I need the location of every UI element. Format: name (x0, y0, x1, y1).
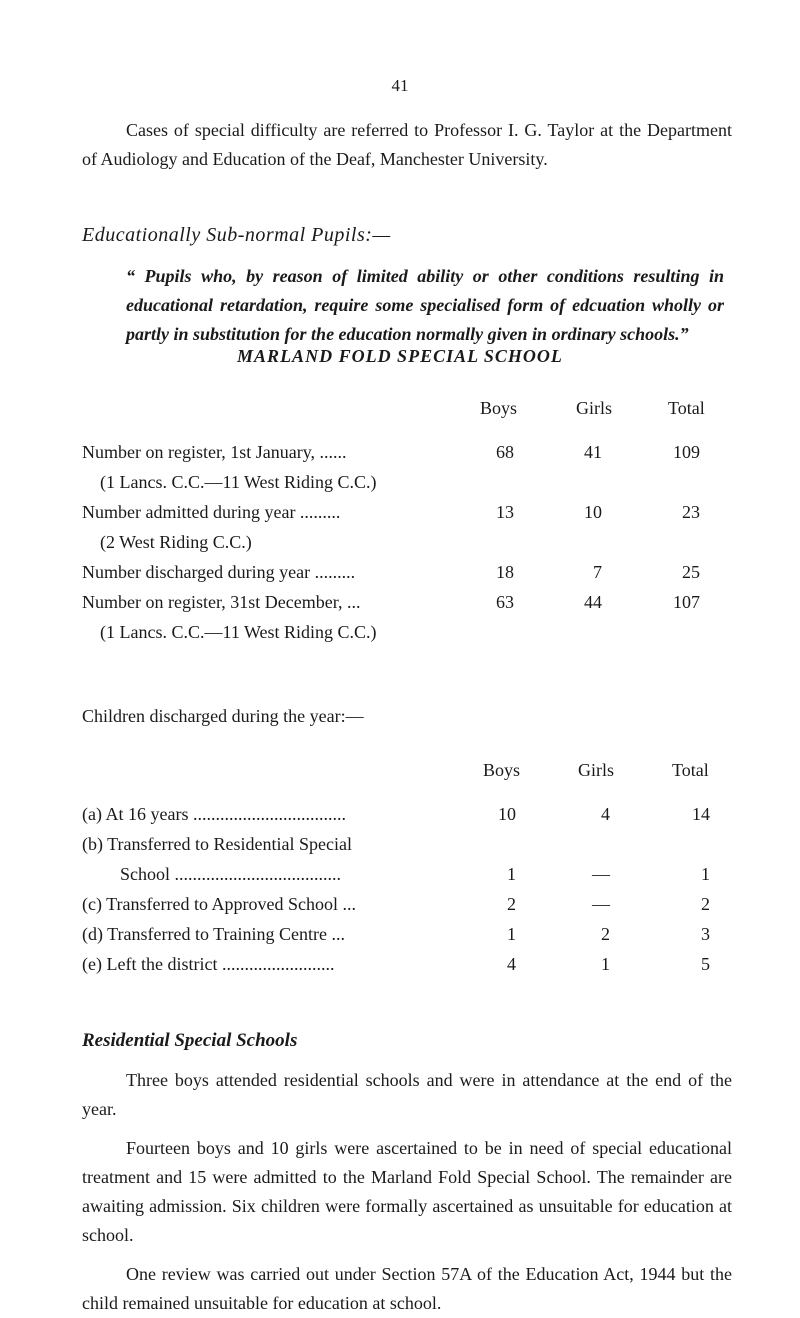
discharged-col-boys: Boys (483, 760, 521, 780)
row-label: Number on register, 1st January, ...... (82, 442, 347, 462)
total-value: 109 (673, 442, 700, 462)
girls-value: 44 (584, 592, 602, 612)
row-label: Number discharged during year ......... (82, 562, 356, 582)
row-label: (b) Transferred to Residential Special (82, 834, 352, 854)
section-heading: Educationally Sub-normal Pupils:— (82, 224, 391, 246)
total-value: 3 (701, 924, 710, 944)
school-table-title: MARLAND FOLD SPECIAL SCHOOL (237, 346, 563, 366)
boys-value: 1 (507, 924, 516, 944)
boys-value: 13 (496, 502, 514, 522)
intro-paragraph: Cases of special difficulty are referred to Professor I. G. Taylor at the Department of Audiology and Education of the Deaf, Manchester University. (82, 120, 732, 169)
girls-value: 2 (601, 924, 610, 944)
total-value: 23 (682, 502, 700, 522)
total-value: 1 (701, 864, 710, 884)
body-paragraph: Three boys attended residential schools and were in attendance at the end of the year. (82, 1070, 732, 1119)
girls-value: 10 (584, 502, 602, 522)
row-label: (d) Transferred to Training Centre ... (82, 924, 345, 944)
girls-value: — (592, 894, 610, 914)
row-label: Number admitted during year ......... (82, 502, 341, 522)
row-label: Number on register, 31st December, ... (82, 592, 361, 612)
body-paragraph: Fourteen boys and 10 girls were ascertained to be in need of special educational treatment and 15 were admitted to the Marland Fold Special School. The remainder are awaiting admission. Six children were formally ascertained as unsuitable for education at school. (82, 1138, 732, 1245)
school-col-total: Total (668, 398, 705, 418)
discharged-col-girls: Girls (578, 760, 614, 780)
boys-value: 2 (507, 894, 516, 914)
school-col-girls: Girls (576, 398, 612, 418)
boys-value: 18 (496, 562, 514, 582)
row-note: (2 West Riding C.C.) (100, 532, 252, 552)
discharged-heading: Children discharged during the year:— (82, 706, 364, 726)
boys-value: 10 (498, 804, 516, 824)
discharged-col-total: Total (672, 760, 709, 780)
girls-value: 41 (584, 442, 602, 462)
boys-value: 63 (496, 592, 514, 612)
row-label: (a) At 16 years .................................. (82, 804, 346, 824)
row-label: (e) Left the district ......................... (82, 954, 335, 974)
boys-value: 1 (507, 864, 516, 884)
girls-value: — (592, 864, 610, 884)
total-value: 14 (692, 804, 710, 824)
body-paragraph: One review was carried out under Section 57A of the Education Act, 1944 but the child remained unsuitable for education at school. (82, 1264, 732, 1313)
school-col-boys: Boys (480, 398, 518, 418)
boys-value: 68 (496, 442, 514, 462)
total-value: 2 (701, 894, 710, 914)
total-value: 25 (682, 562, 700, 582)
row-note: (1 Lancs. C.C.—11 West Riding C.C.) (100, 472, 377, 492)
row-label-continued: School ..................................... (120, 864, 342, 884)
girls-value: 7 (593, 562, 602, 582)
girls-value: 4 (601, 804, 610, 824)
page-number: 41 (391, 76, 409, 95)
definition-quote: “ Pupils who, by reason of limited ability or other conditions resulting in educational retardation, require some specialised form of edcuation wholly or partly in substitution for the education normally given in ordinary schools.” (126, 266, 724, 344)
girls-value: 1 (601, 954, 610, 974)
residential-heading: Residential Special Schools (82, 1030, 298, 1051)
boys-value: 4 (507, 954, 516, 974)
total-value: 107 (673, 592, 700, 612)
total-value: 5 (701, 954, 710, 974)
row-note: (1 Lancs. C.C.—11 West Riding C.C.) (100, 622, 377, 642)
row-label: (c) Transferred to Approved School ... (82, 894, 356, 914)
